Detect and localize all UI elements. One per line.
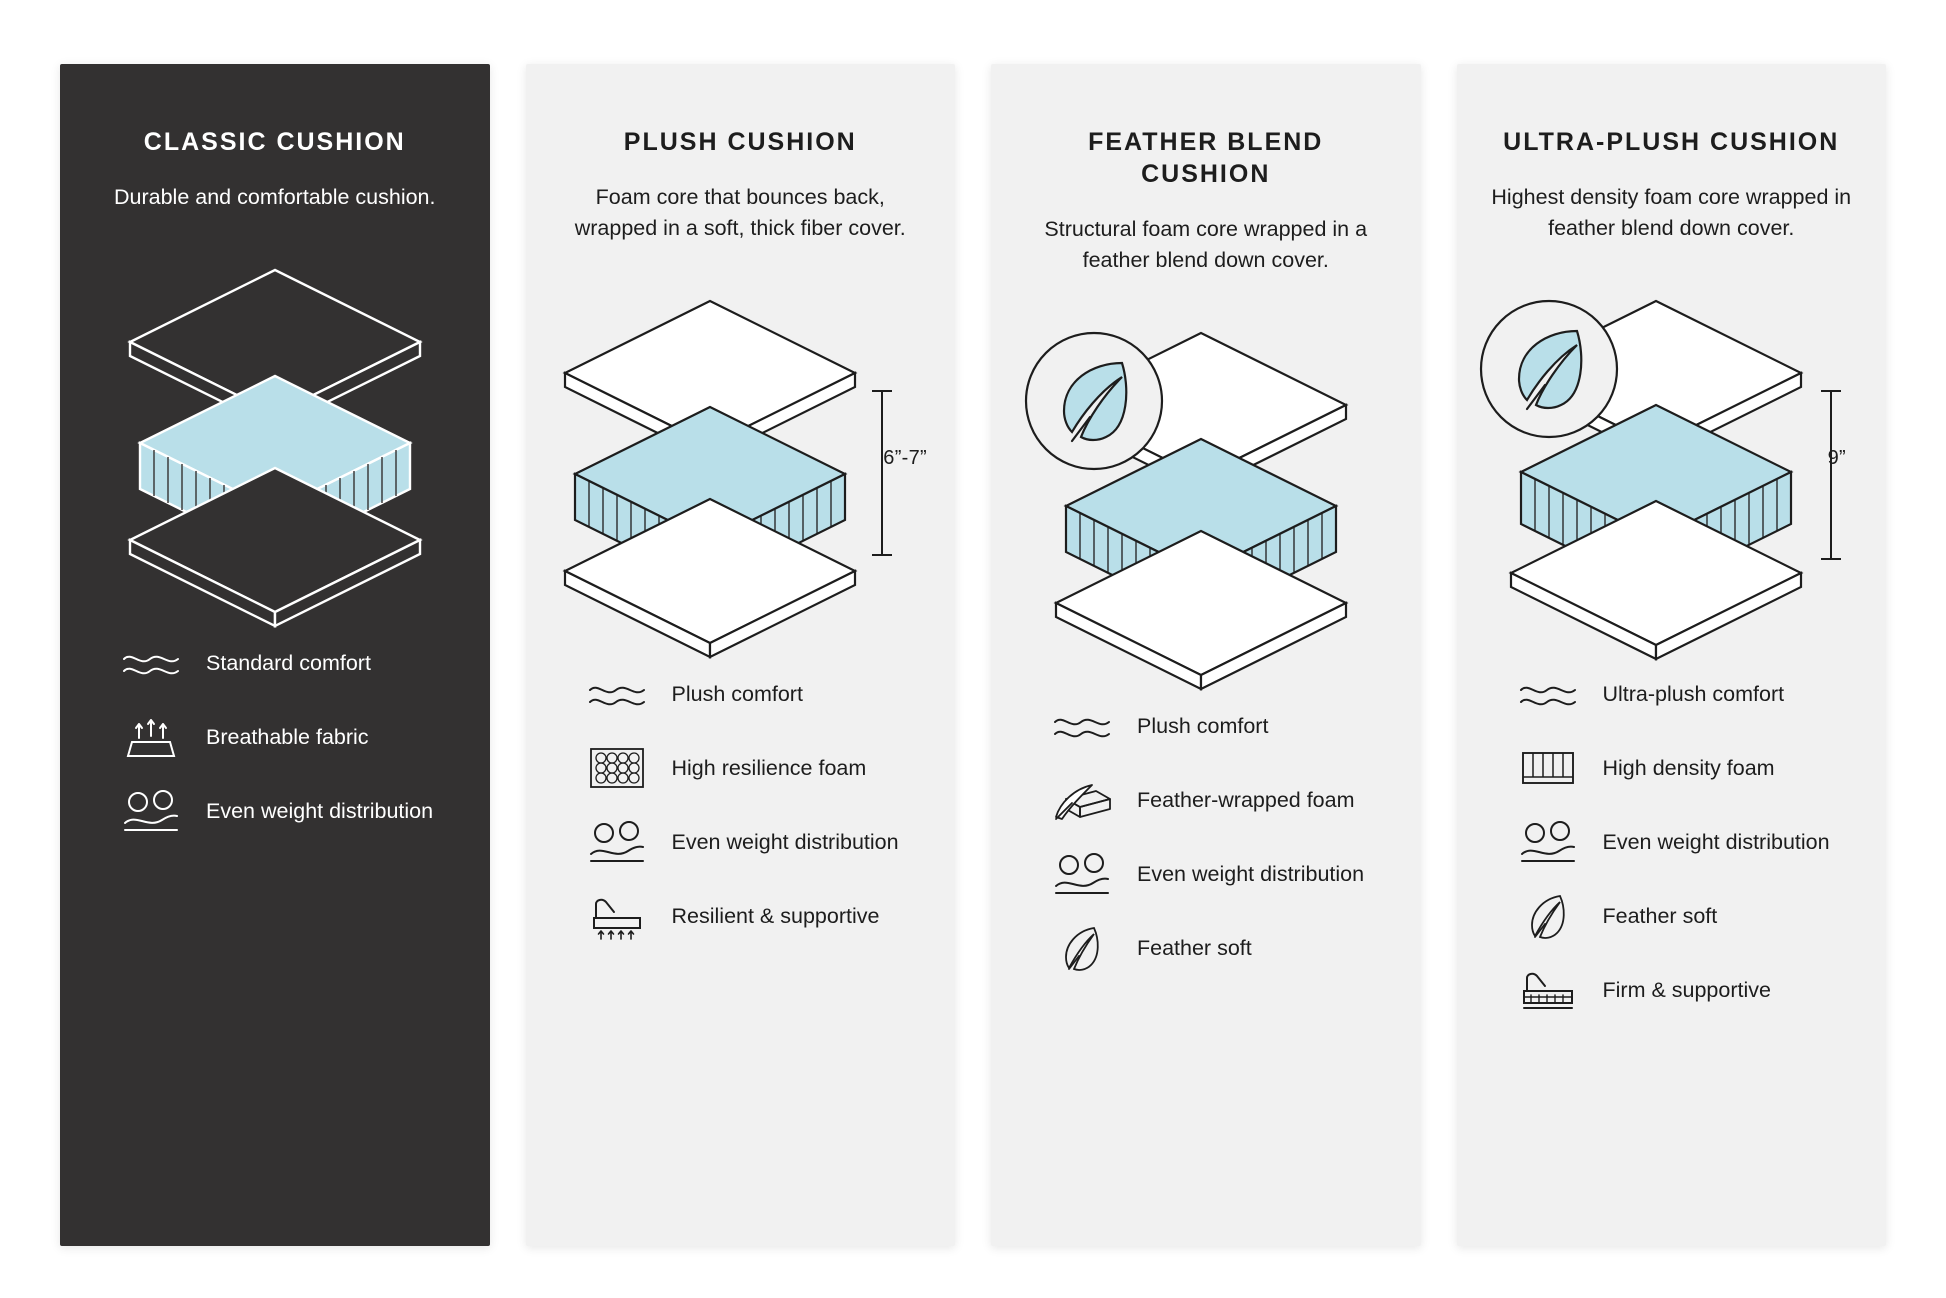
- feature-item: [586, 740, 922, 796]
- breathable-fabric-icon: [120, 709, 182, 765]
- card-description: Structural foam core wrapped in a feather blend down cover.: [1044, 217, 1368, 273]
- feature-item: [1051, 846, 1387, 902]
- feather-icon: [1517, 888, 1579, 944]
- feather-wrapped-foam-icon: [1051, 772, 1113, 828]
- cushion-layer-diagram-plush: [560, 272, 927, 632]
- feature-label: Standard comfort: [206, 650, 371, 675]
- card-description: Durable and comfortable cushion.: [114, 185, 436, 209]
- even-weight-distribution-icon: [1517, 814, 1579, 870]
- even-weight-distribution-icon: [120, 783, 182, 839]
- cushion-card-classic-cushion[interactable]: [60, 64, 490, 1246]
- dimension-bracket: [872, 391, 892, 555]
- feature-label: Plush comfort: [1137, 714, 1269, 739]
- feature-item: [1517, 740, 1853, 796]
- feature-list: [1025, 698, 1387, 976]
- card-description: Foam core that bounces back, wrapped in a soft, thick fiber cover.: [574, 185, 906, 241]
- dimension-label: 6”-7”: [883, 447, 927, 470]
- feature-label: High resilience foam: [671, 756, 867, 781]
- feature-label: Even weight distribution: [1602, 830, 1830, 855]
- feature-label: Ultra-plush comfort: [1602, 682, 1785, 707]
- feature-label: Plush comfort: [671, 682, 803, 707]
- feature-item: [1051, 698, 1387, 754]
- feature-item: [1517, 666, 1853, 722]
- feature-item: [586, 666, 922, 722]
- card-title: CLASSIC CUSHION: [143, 128, 406, 156]
- cushion-layer-diagram-feather-blend: [1025, 304, 1387, 664]
- wave-comfort-icon: [586, 666, 648, 722]
- feature-list: [94, 635, 456, 839]
- wave-comfort-icon: [120, 635, 182, 691]
- even-weight-distribution-icon: [1051, 846, 1113, 902]
- firm-support-icon: [1517, 962, 1579, 1018]
- leaf-badge-icon: [1481, 301, 1617, 437]
- feature-item: [1517, 962, 1853, 1018]
- cushion-layer-diagram-classic: [94, 241, 456, 601]
- feather-icon: [1051, 920, 1113, 976]
- feature-item: [1517, 814, 1853, 870]
- feature-list: [1491, 666, 1853, 1018]
- leaf-badge-icon: [1026, 333, 1162, 469]
- feature-item: [120, 635, 456, 691]
- card-title: PLUSH CUSHION: [623, 128, 857, 156]
- card-title: FEATHER BLEND CUSHION: [1088, 128, 1324, 188]
- cushion-layer-diagram-ultra-plush: [1491, 272, 1853, 632]
- feature-item: [1051, 772, 1387, 828]
- feature-label: Firm & supportive: [1602, 978, 1771, 1003]
- feature-label: Feather soft: [1602, 904, 1718, 929]
- feature-label: Even weight distribution: [671, 830, 899, 855]
- feature-item: [1051, 920, 1387, 976]
- feature-label: Breathable fabric: [206, 724, 369, 749]
- dimension-label: 9”: [1827, 447, 1846, 470]
- cushion-card-ultra-plush-cushion[interactable]: [1457, 64, 1887, 1246]
- feature-list: [560, 666, 922, 944]
- feature-label: Even weight distribution: [206, 798, 434, 823]
- feature-label: Feather soft: [1137, 936, 1252, 961]
- card-title: ULTRA-PLUSH CUSHION: [1503, 128, 1840, 156]
- even-weight-distribution-icon: [586, 814, 648, 870]
- cushion-card-plush-cushion[interactable]: [526, 64, 956, 1246]
- feature-item: [120, 783, 456, 839]
- feature-item: [120, 709, 456, 765]
- feature-label: High density foam: [1602, 756, 1775, 781]
- feature-label: Feather-wrapped foam: [1137, 788, 1355, 813]
- card-description: Highest density foam core wrapped in feather blend down cover.: [1491, 185, 1852, 241]
- dimension-bracket: [1821, 391, 1841, 559]
- wave-comfort-icon: [1517, 666, 1579, 722]
- honeycomb-foam-icon: [586, 740, 648, 796]
- feature-label: Resilient & supportive: [671, 904, 880, 929]
- high-density-foam-icon: [1517, 740, 1579, 796]
- feature-item: [586, 888, 922, 944]
- feature-label: Even weight distribution: [1137, 862, 1365, 887]
- cushion-card-feather-blend-cushion[interactable]: [991, 64, 1421, 1246]
- resilient-support-icon: [586, 888, 648, 944]
- wave-comfort-icon: [1051, 698, 1113, 754]
- feature-item: [586, 814, 922, 870]
- feature-item: [1517, 888, 1853, 944]
